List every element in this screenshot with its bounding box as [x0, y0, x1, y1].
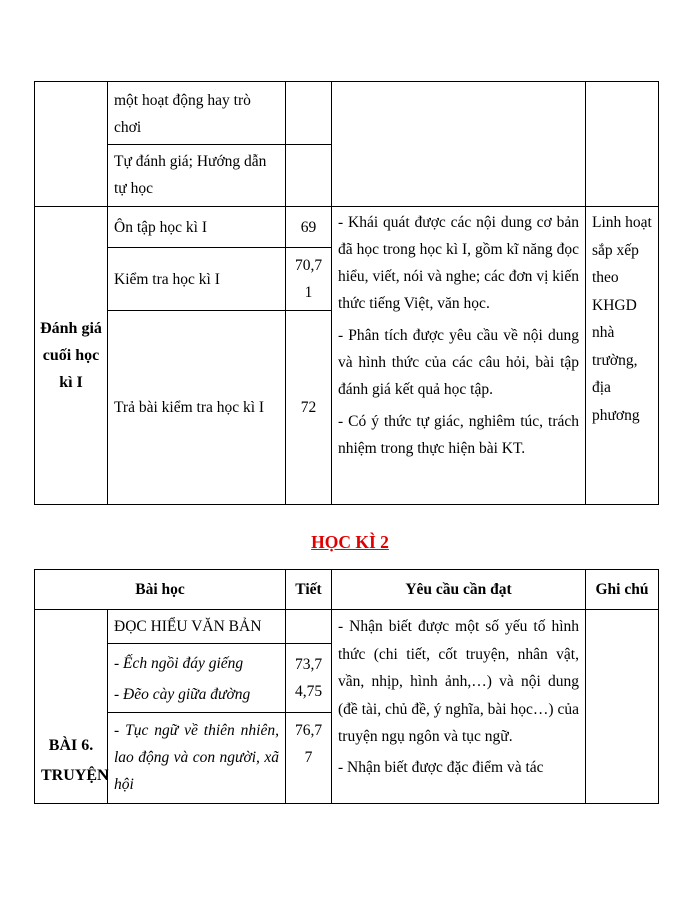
review-title: Đánh giá cuối học kì I: [40, 320, 102, 391]
table-cell: [108, 145, 286, 207]
requirement-item: - Có ý thức tự giác, nghiêm túc, trách nhiệm trong thực hiện bài KT.: [338, 413, 579, 457]
table-cell: [108, 82, 286, 145]
note-cell: [586, 207, 659, 505]
text-title: - Ếch ngồi đáy giếng: [114, 655, 244, 672]
header-note: Ghi chú: [586, 570, 659, 610]
lesson-plan-table-semester1: [34, 81, 659, 505]
header-period: Tiết: [286, 570, 332, 610]
requirement-item: - Nhận biết được một số yếu tố hình thức (chi tiết, cốt truyện, nhân vật, vần, nhịp, hình ảnh,…) và nội dung (đề tài, chủ đề, ý nghĩa, bài học…) của truyện ngụ ngôn và tục ngữ.: [338, 618, 579, 745]
table-cell: [286, 145, 332, 207]
table-cell: [286, 311, 332, 505]
reading-header: ĐỌC HIỂU VĂN BẢN: [114, 618, 262, 635]
lesson6-title-cell: [35, 610, 108, 804]
note-cell: [586, 610, 659, 804]
text-title: - Tục ngữ về thiên nhiên, lao động và con người, xã hội: [114, 722, 279, 793]
period-number: 69: [300, 218, 317, 236]
table-cell: [286, 207, 332, 248]
requirements-cell: [332, 207, 586, 505]
table-cell: [286, 644, 332, 713]
period-number: 73,74,75: [294, 656, 323, 700]
table-cell: [286, 713, 332, 804]
requirement-item: - Nhận biết được đặc điểm và tác: [338, 758, 544, 776]
review-title-cell: [35, 207, 108, 505]
table-cell: [108, 610, 286, 644]
table-cell: [586, 82, 659, 207]
period-number: 76,77: [294, 722, 323, 766]
lesson-name: Trả bài kiểm tra học kì I: [114, 399, 265, 416]
table-cell: [108, 644, 286, 713]
lesson-name: Kiểm tra học kì I: [114, 270, 220, 288]
note-text: Linh hoạt sắp xếp theo KHGD nhà trường, địa phương: [592, 214, 652, 424]
lesson-name: một hoạt động hay trò chơi: [114, 92, 251, 136]
period-number: 72: [300, 399, 317, 416]
requirements-cell: [332, 610, 586, 804]
header-requirement: Yêu cầu cần đạt: [332, 570, 586, 610]
table-cell: [286, 610, 332, 644]
table-cell: [108, 311, 286, 505]
header-lesson: Bài học: [35, 570, 286, 610]
table-cell: [108, 207, 286, 248]
requirement-item: - Phân tích được yêu cầu về nội dung và hình thức của các câu hỏi, bài tập đánh giá kết quả học tập.: [338, 327, 579, 398]
lesson-name: Ôn tập học kì I: [114, 218, 207, 236]
lesson-plan-table-semester2: [34, 569, 659, 804]
table-cell: [35, 82, 108, 207]
period-number: 70,71: [294, 257, 323, 301]
table-cell: [286, 248, 332, 311]
lesson6-title: BÀI 6. TRUYỆN: [41, 737, 109, 784]
table-cell: [286, 82, 332, 145]
table-cell: [108, 713, 286, 804]
table-cell: [108, 248, 286, 311]
text-title: - Đẽo cày giữa đường: [114, 686, 251, 703]
semester-title: HỌC KÌ 2: [311, 532, 389, 552]
lesson-name: Tự đánh giá; Hướng dẫn tự học: [114, 153, 267, 197]
requirement-item: - Khái quát được các nội dung cơ bản đã học trong học kì I, gồm kĩ năng đọc hiểu, viết, nói và nghe; các đơn vị kiến thức tiếng Việt, văn học.: [338, 214, 579, 312]
table-cell: [332, 82, 586, 207]
